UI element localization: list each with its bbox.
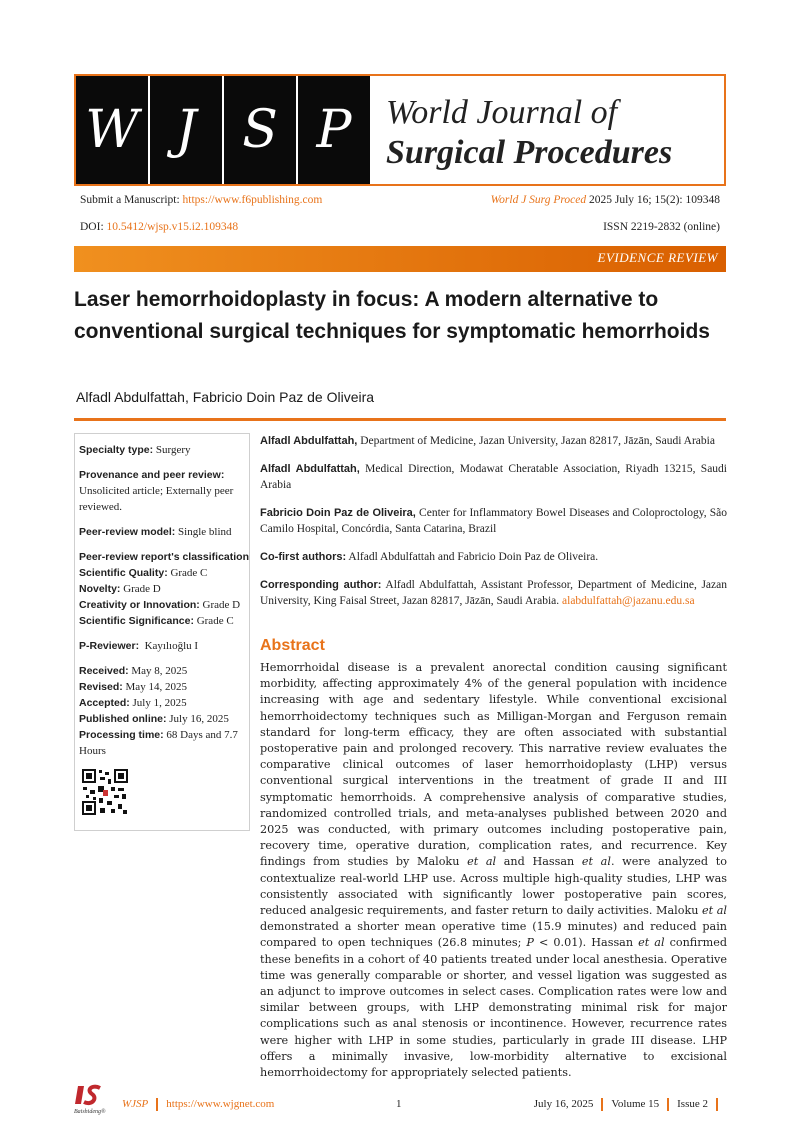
revised-value: May 14, 2025 (125, 681, 187, 693)
article-info-sidebar (74, 433, 250, 831)
processing-label: Processing time: (79, 729, 164, 741)
publisher-name: Baishideng® (74, 1109, 106, 1115)
footer-left (122, 1098, 274, 1111)
revised-label: Revised: (79, 681, 123, 693)
provenance-label: Provenance and peer review: (79, 469, 225, 481)
cofirst-label: Co-first authors: (260, 551, 347, 563)
cofirst-authors (260, 549, 727, 565)
section-band (74, 246, 726, 272)
novelty-value: Grade D (123, 583, 161, 595)
specialty-value: Surgery (155, 444, 191, 456)
divider (74, 418, 726, 421)
accepted-label: Accepted: (79, 697, 130, 709)
received-label: Received: (79, 665, 129, 677)
model-value: Single blind (178, 526, 232, 538)
classification-label: Peer-review report's classification (79, 551, 249, 563)
affiliation-item (260, 461, 727, 493)
footer-url[interactable]: https://www.wjgnet.com (166, 1098, 275, 1111)
doi-line (80, 221, 238, 233)
published-label: Published online: (79, 713, 167, 725)
affiliations (260, 433, 727, 621)
corresponding-label: Corresponding author: (260, 579, 382, 591)
affiliation-text: Medical Direction, Modawat Cheratable Association, Riyadh 13215, Saudi Arabia (260, 463, 728, 491)
logo-letter-s: S (224, 76, 296, 184)
footer-issue: Issue 2 (677, 1098, 708, 1111)
processing-value: 68 Days and 7.7 Hours (79, 729, 238, 757)
footer-date: July 16, 2025 (533, 1098, 594, 1111)
affiliation-item (260, 505, 727, 537)
specialty-label: Specialty type: (79, 444, 154, 456)
publisher-logo (74, 1084, 114, 1118)
author-list: Alfadl Abdulfattah, Fabricio Doin Paz de Oliveira (76, 389, 375, 405)
abstract-text: < 0.01). Hassan (538, 936, 634, 950)
significance-label: Scientific Significance: (79, 615, 194, 627)
affiliation-author: Fabricio Doin Paz de Oliveira, (260, 507, 416, 519)
abstract-body (260, 660, 727, 1081)
page-number: 1 (396, 1098, 402, 1110)
novelty-label: Novelty: (79, 583, 121, 595)
affiliation-text: Department of Medicine, Jazan University, Jazan 82817, Jāzān, Saudi Arabia (360, 435, 715, 447)
publisher-logo-icon (74, 1084, 104, 1106)
citation-details: 2025 July 16; 15(2): 109348 (589, 194, 720, 206)
abstract-text: demonstrated a shorter mean operative time (15.9 minutes) and reduced pain compared to open techniques (26.8 minutes; (260, 920, 727, 950)
cofirst-text: Alfadl Abdulfattah and Fabricio Doin Paz de Oliveira. (348, 551, 599, 563)
reviewer-label: P-Reviewer: (79, 640, 140, 652)
journal-title-line1: World Journal of (386, 94, 618, 131)
corresponding-text: Alfadl Abdulfattah, Assistant Professor, Department of Medicine, Jazan University, King Faisal Street, Jazan 82817, Jāzān, Saudi Arabia. (260, 579, 727, 607)
significance-value: Grade C (196, 615, 234, 627)
logo-letter-j: J (150, 76, 222, 184)
abstract-heading: Abstract (260, 637, 325, 654)
submit-label: Submit a Manuscript: (80, 194, 180, 206)
quality-value: Grade C (170, 567, 208, 579)
footer-volume: Volume 15 (611, 1098, 660, 1111)
footer-journal: WJSP (122, 1098, 149, 1111)
section-type: EVIDENCE REVIEW (597, 250, 718, 265)
provenance-value: Unsolicited article; Externally peer reviewed. (79, 485, 234, 513)
journal-header (74, 74, 726, 186)
submit-link[interactable]: https://www.f6publishing.com (182, 194, 323, 206)
model-label: Peer-review model: (79, 526, 176, 538)
citation-journal: World J Surg Proced (490, 194, 587, 206)
published-value: July 16, 2025 (169, 713, 229, 725)
citation (491, 194, 720, 206)
footer-right (534, 1098, 726, 1111)
email-link[interactable]: alabdulfattah@jazanu.edu.sa (562, 595, 695, 607)
qr-code-icon[interactable] (81, 768, 129, 816)
submit-line (80, 194, 322, 206)
received-value: May 8, 2025 (131, 665, 188, 677)
affiliation-text: Center for Inflammatory Bowel Diseases and Coloproctology, São Camilo Hospital, Concórdia, Santa Catarina, Brazil (260, 507, 728, 535)
doi-label: DOI: (80, 221, 104, 233)
doi-link[interactable]: 10.5412/wjsp.v15.i2.109348 (106, 221, 239, 233)
affiliation-author: Alfadl Abdulfattah, (260, 435, 358, 447)
abstract-text: and Hassan (503, 855, 575, 869)
logo-letter-w: W (76, 76, 148, 184)
abstract-text: confirmed these benefits in a cohort of 40 patients treated under local anesthesia. Operative time was generally comparable or shorter, and vessel ligation was suggested as an adjunct to improve outcomes in select cases. Complication rates were low and similar between groups, with LHP demonstrating minimal risk for major complications such as anal stenosis or incontinence. However, recurrence rates were higher with LHP in some studies, particularly in grade III disease. LHP offers a minimally invasive, low-morbidity alternative to excisional hemorrhoidectomy for appropriately selected patients. (260, 936, 727, 1080)
affiliation-item (260, 433, 727, 449)
abstract-pvalue: P (526, 936, 534, 950)
abstract-etal: et al (638, 936, 665, 950)
creativity-label: Creativity or Innovation: (79, 599, 200, 611)
issn: ISSN 2219-2832 (online) (603, 221, 720, 233)
accepted-value: July 1, 2025 (132, 697, 187, 709)
abstract-etal: et al (467, 855, 497, 869)
creativity-value: Grade D (202, 599, 241, 611)
abstract-text: . were analyzed to contextualize real-world LHP use. Across multiple high-quality studies, LHP was consistently associated with significantly lower postoperative pain scores, reduced analgesic requirements, and faster return to daily activities. Maloku (260, 855, 727, 918)
logo-letter-p: P (298, 76, 370, 184)
corresponding-author (260, 577, 727, 609)
abstract-etal: et al (702, 904, 727, 918)
abstract-text: Hemorrhoidal disease is a prevalent anorectal condition causing significant morbidity, affecting approximately 4% of the general population with incidence increasing with age and sedentary lifestyle. While conventional excisional hemorrhoidectomy techniques such as Milligan-Morgan and Ferguson remain standard for long-term efficacy, they are often associated with substantial postoperative pain and prolonged recovery. This narrative review evaluates the comparative clinical outcomes of laser hemorrhoidoplasty (LHP) versus conventional surgical interventions in the treatment of grade II and III symptomatic hemorrhoids. A comprehensive analysis of comparative studies, randomized controlled trials, and meta-analyses published between 2020 and 2025 was conducted, with primary outcomes including postoperative pain, recovery time, operative duration, complication rates, and recurrence. Key findings from studies by Maloku (260, 661, 727, 869)
quality-label: Scientific Quality: (79, 567, 168, 579)
journal-title-line2: Surgical Procedures (386, 134, 673, 171)
reviewer-value: Kayılıoğlu I (144, 640, 199, 652)
affiliation-author: Alfadl Abdulfattah, (260, 463, 360, 475)
abstract-etal: et al (581, 855, 611, 869)
article-title: Laser hemorrhoidoplasty in focus: A modern alternative to conventional surgical techniques for symptomatic hemorrhoids (74, 288, 710, 343)
